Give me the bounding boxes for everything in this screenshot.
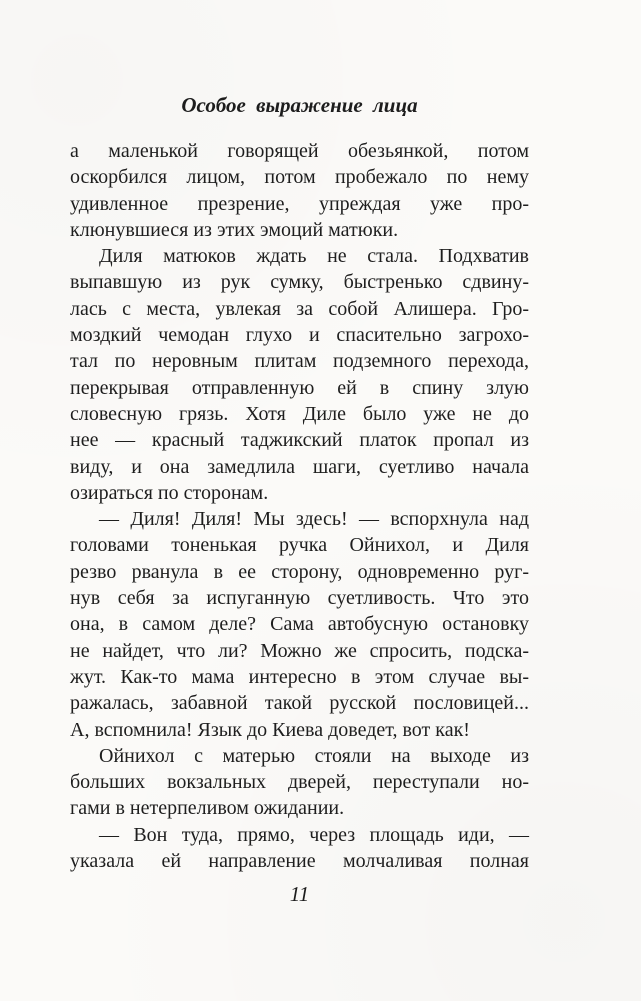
text-line: а маленькой говорящей обезьянкой, потом — [70, 140, 529, 162]
text-line: больших вокзальных дверей, переступали но- — [70, 771, 529, 794]
text-line: гами в нетерпеливом ожидании. — [70, 797, 345, 820]
text-line: выпавшую из рук сумку, быстренько сдвину- — [70, 271, 529, 294]
text-line: резво рванула в ее сторону, одновременно руг- — [70, 560, 529, 583]
text-line: клюнувшиеся из этих эмоций матюки. — [70, 218, 399, 241]
text-line: указала ей направление молчаливая полная — [70, 850, 529, 873]
text-line: Диля матюков ждать не стала. Подхватив — [99, 245, 529, 268]
text-line: — Вон туда, прямо, через площадь иди, — — [99, 823, 529, 846]
text-line: Ойнихол с матерью стояли на выходе из — [99, 744, 529, 767]
text-line: она, в самом деле? Сама автобусную остановку — [70, 613, 529, 636]
text-line: удивленное презрение, упреждая уже про- — [70, 192, 529, 215]
text-line: ражалась, забавной такой русской пословицей... — [70, 692, 529, 715]
running-head: Особое выражение лица — [181, 93, 418, 117]
text-line: озираться по сторонам. — [70, 481, 269, 504]
text-line: головами тоненькая ручка Ойнихол, и Диля — [70, 534, 529, 557]
text-line: лась с места, увлекая за собой Алишера. Гро- — [70, 297, 529, 320]
text-line: не найдет, что ли? Можно же спросить, подска- — [70, 639, 529, 662]
text-line: перекрывая отправленную ей в спину злую — [70, 376, 529, 399]
text-line: тал по неровным плитам подземного перехода, — [70, 350, 529, 373]
text-line: нее — красный таджикский платок пропал из — [70, 429, 529, 452]
text-line: оскорбился лицом, потом пробежало по нему — [70, 166, 529, 189]
text-line: моздкий чемодан глухо и спасительно загрохо- — [70, 324, 529, 347]
body-text — [70, 138, 529, 874]
text-line: — Диля! Диля! Мы здесь! — вспорхнула над — [99, 508, 529, 531]
page-number: 11 — [289, 882, 310, 906]
text-line: словесную грязь. Хотя Диле было уже не до — [70, 402, 529, 425]
text-line: виду, и она замедлила шаги, суетливо начала — [70, 455, 529, 478]
text-line: нув себя за испуганную суетливость. Что это — [70, 587, 529, 610]
text-line: А, вспомнила! Язык до Киева доведет, вот как! — [70, 718, 470, 741]
text-line: жут. Как-то мама интересно в этом случае вы- — [70, 665, 529, 688]
